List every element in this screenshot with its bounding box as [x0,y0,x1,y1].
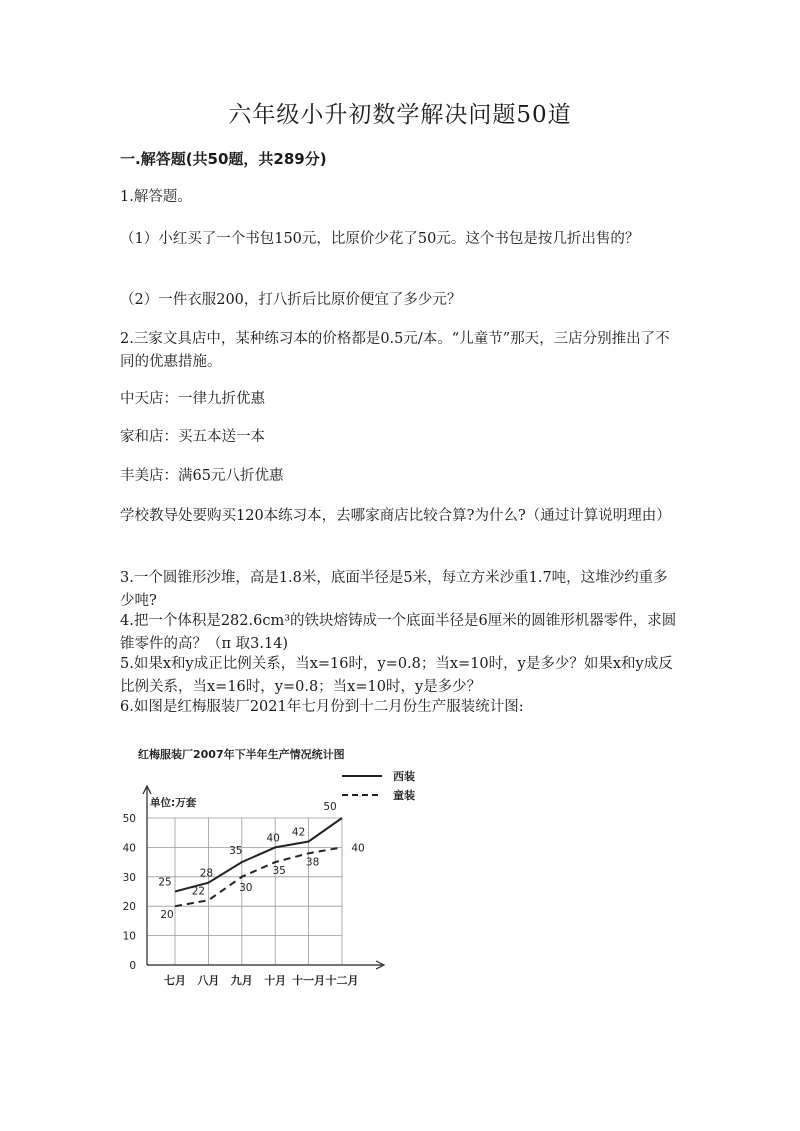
series-line-xizhuang [175,818,342,892]
y-tick-label: 50 [122,813,136,825]
question-2-text: 2.三家文具店中，某种练习本的价格都是0.5元/本。“儿童节”那天，三店分别推出了不同的优惠措施。 [120,331,670,370]
x-tick-label: 八月 [197,974,220,987]
data-label: 20 [160,909,174,922]
question-4-text: 4.把一个体积是282.6cm³的铁块熔铸成一个底面半径是6厘米的圆锥形机器零件，求圆锥零件的高？（π 取3.14) [120,613,677,652]
production-line-chart [110,740,415,1000]
legend-label: 西装 [393,770,415,783]
x-tick-label: 十一月 [292,974,326,987]
legend-label: 童装 [393,789,415,802]
y-tick-label: 10 [122,930,136,943]
data-label: 35 [229,845,243,858]
data-label: 22 [191,885,206,898]
question-2-shop-jiahe: 家和店：买五本送一本 [120,429,265,445]
y-tick-label: 30 [122,871,136,884]
data-label: 50 [323,801,337,813]
question-1-heading: 1.解答题。 [120,189,192,205]
question-1-part-2: （2）一件衣服200，打八折后比原价便宜了多少元？ [120,292,462,308]
data-label: 40 [351,842,365,855]
x-tick-label: 十月 [264,974,287,987]
question-1-part-1: （1）小红买了一个书包150元，比原价少花了50元。这个书包是按几折出售的？ [120,231,640,247]
data-label: 28 [199,867,214,880]
x-tick-label: 九月 [230,974,253,987]
question-3-text: 3.一个圆锥形沙堆，高是1.8米，底面半径是5米，每立方米沙重1.7吨，这堆沙约重多少吨? [120,570,668,609]
question-2-task: 学校教导处要购买120本练习本，去哪家商店比较合算?为什么?（通过计算说明理由） [120,508,671,524]
y-tick-label: 20 [122,901,136,914]
data-label: 30 [239,881,253,894]
question-5-text: 5.如果x和y成正比例关系，当x=16时，y=0.8；当x=10时，y是多少？如果x和y成反比例关系，当x=16时，y=0.8；当x=10时，y是多少？ [120,656,673,695]
question-2-shop-fengmei: 丰美店：满65元八折优惠 [120,468,284,484]
data-label: 42 [291,826,306,839]
y-tick-label: 40 [122,842,136,855]
chart-title: 红梅服装厂2007年下半年生产情况统计图 [138,748,345,761]
data-label: 38 [305,856,320,869]
x-tick-label: 十二月 [325,974,359,987]
question-2-shop-zhongtian: 中天店：一律九折优惠 [120,391,265,407]
question-6-text: 6.如图是红梅服装厂2021年七月份到十二月份生产服装统计图: [120,699,524,715]
x-tick-label: 七月 [164,974,186,987]
y-tick-label: 0 [129,960,136,972]
section-heading: 一.解答题(共50题，共289分) [120,150,327,168]
data-label: 25 [158,876,172,889]
data-label: 40 [266,832,280,845]
page-title: 六年级小升初数学解决问题50道 [228,102,572,128]
data-label: 35 [272,865,286,878]
chart-svg [110,740,415,1000]
y-axis-unit-label: 单位:万套 [150,797,197,809]
